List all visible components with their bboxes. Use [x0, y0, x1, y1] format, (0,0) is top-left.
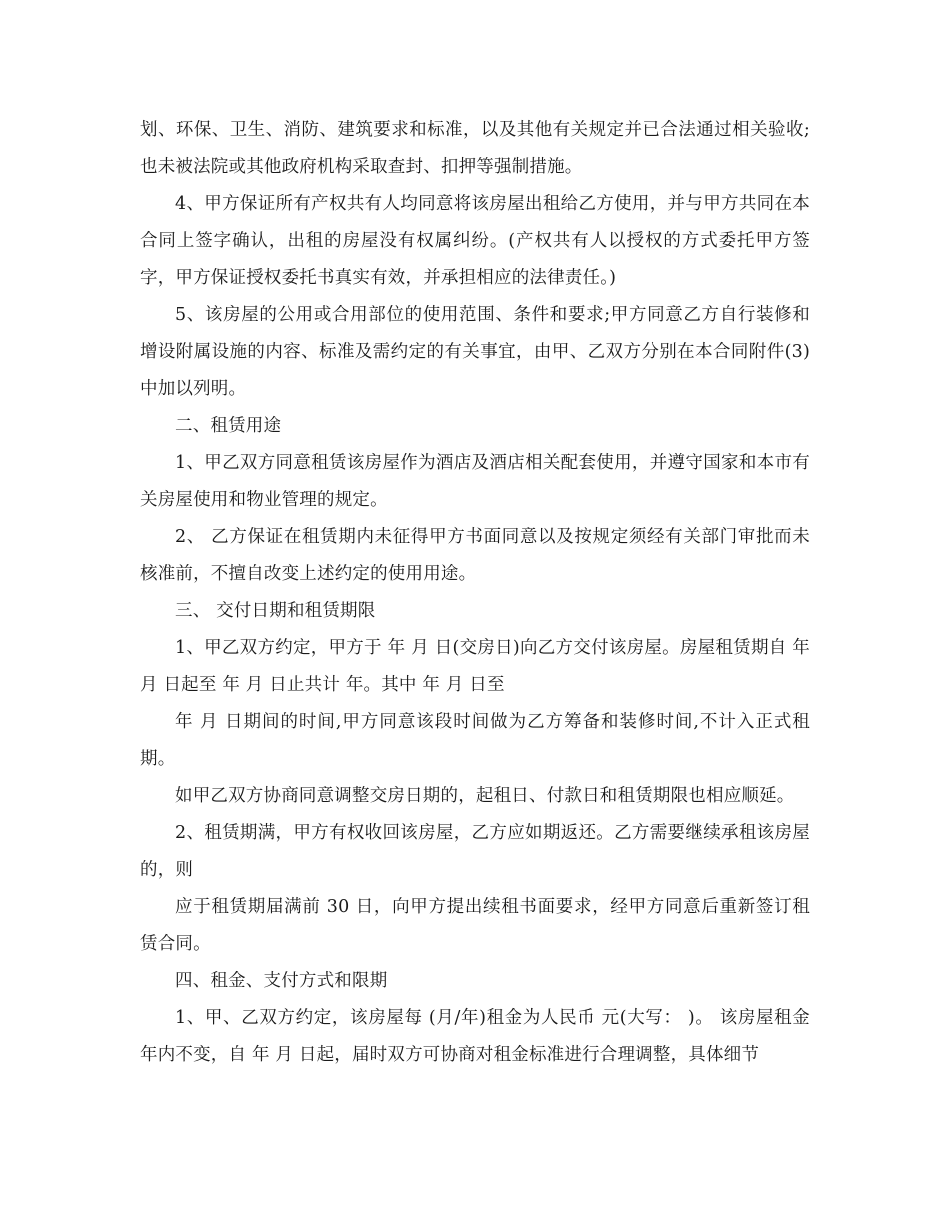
- paragraph-clause-5: 5、该房屋的公用或合用部位的使用范围、条件和要求;甲方同意乙方自行装修和增设附属设施的内容、标准及需约定的有关事宜，由甲、乙双方分别在本合同附件(3)中加以列明。: [140, 305, 810, 399]
- section-heading-rent-payment: 四、租金、支付方式和限期: [175, 971, 388, 991]
- paragraph-continuation: 划、环保、卫生、消防、建筑要求和标准，以及其他有关规定并已合法通过相关验收;也未被法院或其他政府机构采取查封、扣押等强制措施。: [140, 120, 810, 177]
- paragraph-term-adjust: 如甲乙双方协商同意调整交房日期的，起租日、付款日和租赁期限也相应顺延。: [175, 786, 795, 806]
- paragraph-term-2-cont: 应于租赁期届满前 30 日，向甲方提出续租书面要求，经甲方同意后重新签订租赁合同。: [140, 897, 810, 954]
- section-heading-lease-purpose: 二、租赁用途: [175, 416, 282, 436]
- paragraph-purpose-1: 1、甲乙双方同意租赁该房屋作为酒店及酒店相关配套使用，并遵守国家和本市有关房屋使用和物业管理的规定。: [140, 453, 810, 510]
- paragraph-term-1-cont: 年 月 日期间的时间,甲方同意该段时间做为乙方筹备和装修时间,不计入正式租期。: [140, 712, 810, 769]
- paragraph-purpose-2: 2、 乙方保证在租赁期内未征得甲方书面同意以及按规定须经有关部门审批而未核准前，不擅自改变上述约定的使用用途。: [140, 527, 810, 584]
- paragraph-clause-4: 4、甲方保证所有产权共有人均同意将该房屋出租给乙方使用，并与甲方共同在本合同上签字确认，出租的房屋没有权属纠纷。(产权共有人以授权的方式委托甲方签字，甲方保证授权委托书真实有效，并承担相应的法律责任。): [140, 194, 810, 288]
- paragraph-rent-1: 1、甲、乙双方约定，该房屋每 (月/年)租金为人民币 元(大写： )。 该房屋租金 年内不变，自 年 月 日起，届时双方可协商对租金标准进行合理调整，具体细节: [140, 1008, 810, 1065]
- section-heading-delivery-term: 三、 交付日期和租赁期限: [175, 601, 376, 621]
- paragraph-term-2: 2、租赁期满，甲方有权收回该房屋，乙方应如期返还。乙方需要继续承租该房屋的，则: [140, 823, 810, 880]
- paragraph-term-1: 1、甲乙双方约定，甲方于 年 月 日(交房日)向乙方交付该房屋。房屋租赁期自 年 月 日起至 年 月 日止共计 年。其中 年 月 日至: [140, 638, 810, 695]
- document-body: [140, 112, 810, 1074]
